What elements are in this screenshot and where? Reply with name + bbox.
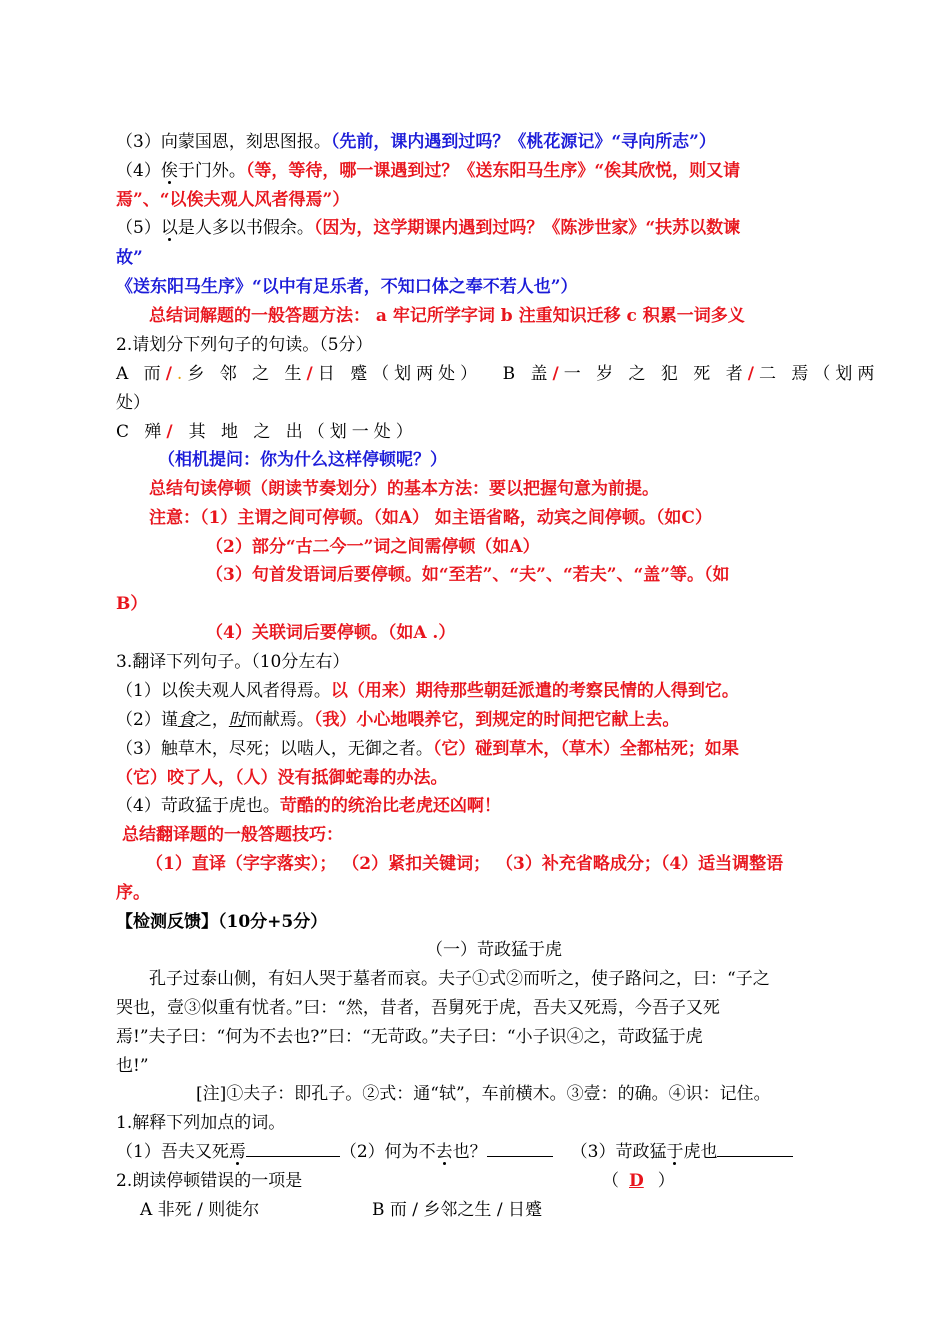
fb-q2-answer-box <box>602 1167 675 1195</box>
q2-c-label: C 殚 <box>116 422 167 442</box>
answer-blank-3[interactable] <box>717 1138 793 1157</box>
q3-s3 <box>116 735 739 763</box>
answer-blank-2[interactable] <box>487 1138 553 1157</box>
s4-answer: 苛酷的的统治比老虎还凶啊！ <box>279 796 501 816</box>
fb-q1-c-dotted: 于 <box>666 1142 684 1162</box>
q2-b-label: B 盖 <box>502 364 553 384</box>
q3-summary: 总结翻译题的一般答题技巧： <box>122 825 343 845</box>
slash-mark: / <box>747 364 759 384</box>
paren-left: （ <box>602 1171 619 1191</box>
s2-part1: （2）谨 <box>116 710 178 730</box>
s3-answer: （它）碰到草木，（草木）全都枯死；如果 <box>432 739 739 759</box>
item3-question: （3）向蒙国恩，刻思图报。 <box>116 132 331 152</box>
q2-note3: （3）句首发语词后要停顿。如“至若”、“夫”、“若夫”、“盖”等。（如 <box>206 565 730 585</box>
fb-q1-b-end: 也？ <box>452 1142 487 1162</box>
fb-q1-a-dotted: 焉 <box>228 1142 246 1162</box>
item4-answer-cont: 焉”、“以俟夫观人风者得焉”） <box>116 190 350 210</box>
fb-q1-title: 1.解释下列加点的词。 <box>116 1113 286 1133</box>
s3-answer-cont: （它）咬了人，（人）没有抵御蛇毒的办法。 <box>116 768 448 788</box>
q1-item3 <box>116 128 716 156</box>
q1-item5 <box>116 214 740 242</box>
q2-sentence-c <box>116 418 418 446</box>
item3-answer: （先前，课内遇到过吗？《桃花源记》“寻向所志”） <box>330 132 716 152</box>
q2-a-label: A 而 <box>116 364 166 384</box>
q1-summary: 总结词解题的一般答题方法： a 牢记所学字词 b 注重知识迁移 c 积累一词多义 <box>149 306 745 326</box>
q2-a-part1: 乡 邻 之 生 <box>187 364 307 384</box>
passage-line4: 也!” <box>116 1056 149 1076</box>
q2-note1: 注意：（1）主谓之间可停顿。（如A） 如主语省略，动宾之间停顿。（如C） <box>149 508 712 528</box>
q2-note3-cont: B） <box>116 594 148 614</box>
q2-sentence-ab <box>116 360 879 388</box>
s1-question: （1）以俟夫观人风者得焉。 <box>116 681 331 701</box>
q2-summary: 总结句读停顿（朗读节奏划分）的基本方法：要以把握句意为前提。 <box>149 479 659 499</box>
q3-s2 <box>116 706 679 734</box>
q2-title: 2.请划分下列句子的句读。（5分） <box>116 335 373 355</box>
q2-note2: （2）部分“古二今一”词之间需停顿（如A） <box>206 537 540 557</box>
s2-answer: （我）小心地喂养它，到规定的时间把它献上去。 <box>313 710 680 730</box>
item5-dotted-word: 以 <box>160 218 178 238</box>
dot-mark: . <box>176 364 188 384</box>
s3-question: （3）触草木，尽死；以啮人，无御之者。 <box>116 739 433 759</box>
passage-line2: 哭也，壹③似重有忧者。”曰：“然，昔者，吾舅死于虎，吾夫又死焉，今吾子又死 <box>116 998 720 1018</box>
passage-line3: 焉!”夫子曰：“何为不去也?”曰：“无苛政。”夫子曰：“小子识④之，苛政猛于虎 <box>116 1027 703 1047</box>
fb-q2-answer: D <box>629 1171 644 1191</box>
s2-key-word1: 食 <box>177 710 195 730</box>
fb-q1-items <box>116 1138 793 1166</box>
passage-title: （一）苛政猛于虎 <box>426 940 562 960</box>
q3-tips-cont: 序。 <box>116 883 150 903</box>
q2-prompt: （相机提问：你为什么这样停顿呢？） <box>158 450 447 470</box>
item5-question: 是人多以书假余。 <box>177 218 314 238</box>
fb-q1-a: （1）吾夫又死 <box>116 1142 229 1162</box>
fb-q2-title: 2.朗读停顿错误的一项是 <box>116 1171 303 1191</box>
item4-question: 于门外。 <box>177 161 246 181</box>
q2-b-part2: 二 焉（划两 <box>758 364 880 384</box>
s2-part3: 而献焉。 <box>245 710 314 730</box>
item5-answer-cont2: 《送东阳马生序》“以中有足乐者，不知口体之奉不若人也”） <box>116 277 578 297</box>
q2-b-cont: 处） <box>116 393 150 413</box>
item5-answer-cont: 故” <box>116 248 143 268</box>
passage-line1: 孔子过泰山侧，有妇人哭于墓者而哀。夫子①式②而听之，使子路问之，曰：“子之 <box>149 969 770 989</box>
slash-mark: / <box>306 364 318 384</box>
feedback-title: 【检测反馈】（10分+5分） <box>116 912 328 932</box>
slash-mark: / <box>166 422 189 442</box>
s1-answer: 以（用来）期待那些朝廷派遣的考察民情的人得到它。 <box>330 681 739 701</box>
answer-blank-1[interactable] <box>246 1138 340 1157</box>
q1-item4 <box>116 157 740 185</box>
q2-b-part1: 一 岁 之 犯 死 者 <box>563 364 748 384</box>
item4-dotted-word: 俟 <box>160 161 178 181</box>
item5-number: （5） <box>116 218 161 238</box>
q3-s4 <box>116 792 501 820</box>
slash-mark: / <box>552 364 564 384</box>
passage-note: [注]①夫子：即孔子。②式：通“轼”，车前横木。③壹：的确。④识：记住。 <box>196 1084 771 1104</box>
fb-q1-b: （2）何为不 <box>339 1142 436 1162</box>
q2-note4: （4）关联词后要停顿。（如A .） <box>206 623 456 643</box>
fb-q2-option-b: B 而 / 乡邻之生 / 日蹙 <box>372 1200 542 1220</box>
fb-q2-option-a: A 非死 / 则徙尔 <box>140 1200 260 1220</box>
s2-part2: 之， <box>194 710 229 730</box>
q2-a-part2: 日 蹙（划两处） <box>317 364 483 384</box>
fb-q1-b-dotted: 去 <box>435 1142 453 1162</box>
item4-answer: （等，等待，哪一课遇到过？《送东阳马生序》“俟其欣悦，则又请 <box>245 161 741 181</box>
item5-answer: （因为，这学期课内遇到过吗？《陈涉世家》“扶苏以数谏 <box>313 218 741 238</box>
slash-mark: / <box>165 364 177 384</box>
s4-question: （4）苛政猛于虎也。 <box>116 796 280 816</box>
s2-key-word2: 时 <box>228 710 246 730</box>
q3-title: 3.翻译下列句子。（10分左右） <box>116 652 350 672</box>
fb-q1-c-end: 虎也 <box>683 1142 718 1162</box>
item4-number: （4） <box>116 161 161 181</box>
q2-c-part: 其 地 之 出（划一处） <box>188 422 418 442</box>
paren-right: ） <box>657 1171 675 1191</box>
q3-tips: （1）直译（字字落实）； （2）紧扣关键词； （3）补充省略成分；（4）适当调整语 <box>146 854 784 874</box>
q3-s1 <box>116 677 739 705</box>
fb-q1-c: （3）苛政猛 <box>570 1142 667 1162</box>
